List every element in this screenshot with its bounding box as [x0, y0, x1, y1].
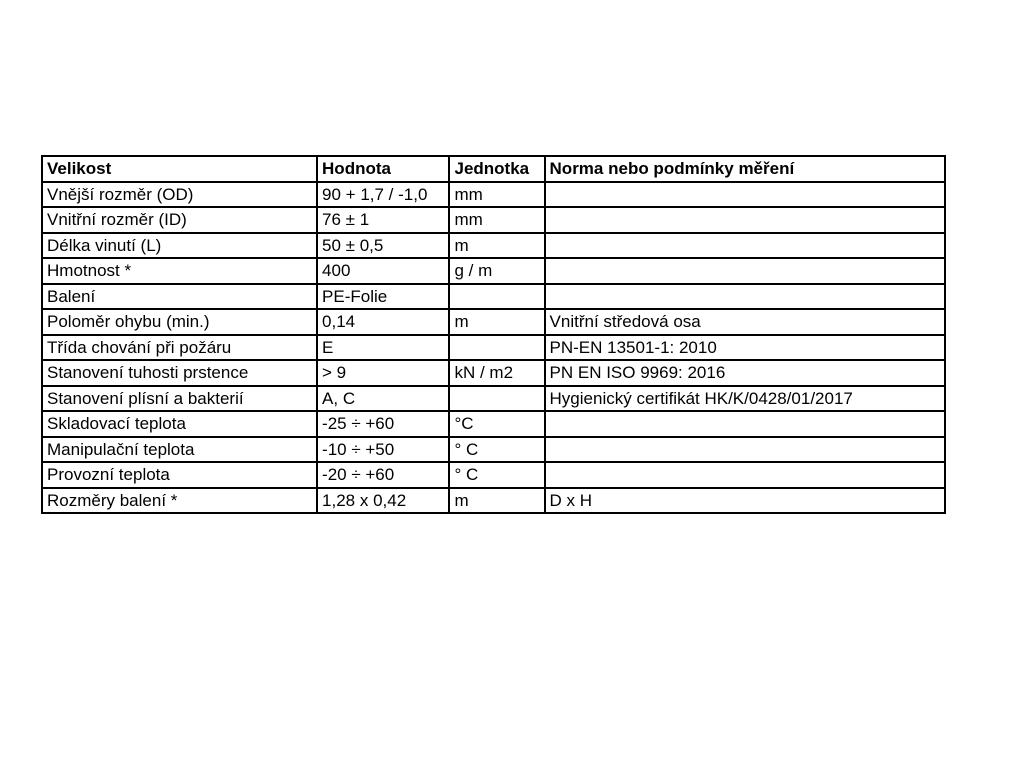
- cell-velikost: Rozměry balení *: [42, 488, 317, 514]
- cell-velikost: Vnější rozměr (OD): [42, 182, 317, 208]
- header-norma: Norma nebo podmínky měření: [545, 156, 945, 182]
- cell-hodnota: > 9: [317, 360, 449, 386]
- table-row: [42, 258, 945, 284]
- cell-velikost: Vnitřní rozměr (ID): [42, 207, 317, 233]
- table-row: [42, 360, 945, 386]
- cell-hodnota: -10 ÷ +50: [317, 437, 449, 463]
- cell-norma: [545, 437, 945, 463]
- cell-norma: [545, 411, 945, 437]
- table-row: [42, 335, 945, 361]
- cell-norma: [545, 258, 945, 284]
- table-header: [42, 156, 945, 182]
- cell-jednotka: mm: [449, 182, 544, 208]
- cell-jednotka: kN / m2: [449, 360, 544, 386]
- header-jednotka: Jednotka: [449, 156, 544, 182]
- cell-velikost: Balení: [42, 284, 317, 310]
- cell-velikost: Stanovení plísní a bakterií: [42, 386, 317, 412]
- cell-norma: PN-EN 13501-1: 2010: [545, 335, 945, 361]
- cell-hodnota: 76 ± 1: [317, 207, 449, 233]
- table-row: [42, 233, 945, 259]
- cell-jednotka: mm: [449, 207, 544, 233]
- cell-hodnota: 1,28 x 0,42: [317, 488, 449, 514]
- cell-velikost: Stanovení tuhosti prstence: [42, 360, 317, 386]
- cell-hodnota: A, C: [317, 386, 449, 412]
- cell-jednotka: ° C: [449, 437, 544, 463]
- header-row: [42, 156, 945, 182]
- cell-velikost: Provozní teplota: [42, 462, 317, 488]
- cell-velikost: Hmotnost *: [42, 258, 317, 284]
- cell-norma: PN EN ISO 9969: 2016: [545, 360, 945, 386]
- cell-norma: D x H: [545, 488, 945, 514]
- cell-norma: [545, 182, 945, 208]
- cell-hodnota: 50 ± 0,5: [317, 233, 449, 259]
- cell-jednotka: m: [449, 488, 544, 514]
- cell-norma: [545, 207, 945, 233]
- table-row: [42, 182, 945, 208]
- cell-velikost: Poloměr ohybu (min.): [42, 309, 317, 335]
- cell-velikost: Manipulační teplota: [42, 437, 317, 463]
- cell-hodnota: PE-Folie: [317, 284, 449, 310]
- cell-jednotka: m: [449, 309, 544, 335]
- spec-table: [41, 155, 946, 514]
- cell-jednotka: g / m: [449, 258, 544, 284]
- cell-norma: [545, 462, 945, 488]
- header-hodnota: Hodnota: [317, 156, 449, 182]
- cell-velikost: Skladovací teplota: [42, 411, 317, 437]
- cell-hodnota: 400: [317, 258, 449, 284]
- cell-hodnota: -25 ÷ +60: [317, 411, 449, 437]
- cell-hodnota: 0,14: [317, 309, 449, 335]
- table-row: [42, 207, 945, 233]
- cell-hodnota: E: [317, 335, 449, 361]
- table-row: [42, 411, 945, 437]
- cell-hodnota: -20 ÷ +60: [317, 462, 449, 488]
- cell-jednotka: [449, 386, 544, 412]
- cell-hodnota: 90 + 1,7 / -1,0: [317, 182, 449, 208]
- table-row: [42, 386, 945, 412]
- table-row: [42, 437, 945, 463]
- cell-jednotka: °C: [449, 411, 544, 437]
- cell-jednotka: ° C: [449, 462, 544, 488]
- table-row: [42, 462, 945, 488]
- header-velikost: Velikost: [42, 156, 317, 182]
- table-body: [42, 182, 945, 514]
- cell-norma: Hygienický certifikát HK/K/0428/01/2017: [545, 386, 945, 412]
- table-row: [42, 284, 945, 310]
- cell-jednotka: m: [449, 233, 544, 259]
- cell-jednotka: [449, 335, 544, 361]
- cell-norma: [545, 233, 945, 259]
- cell-norma: [545, 284, 945, 310]
- cell-velikost: Třída chování při požáru: [42, 335, 317, 361]
- cell-velikost: Délka vinutí (L): [42, 233, 317, 259]
- table-row: [42, 488, 945, 514]
- cell-norma: Vnitřní středová osa: [545, 309, 945, 335]
- table-row: [42, 309, 945, 335]
- cell-jednotka: [449, 284, 544, 310]
